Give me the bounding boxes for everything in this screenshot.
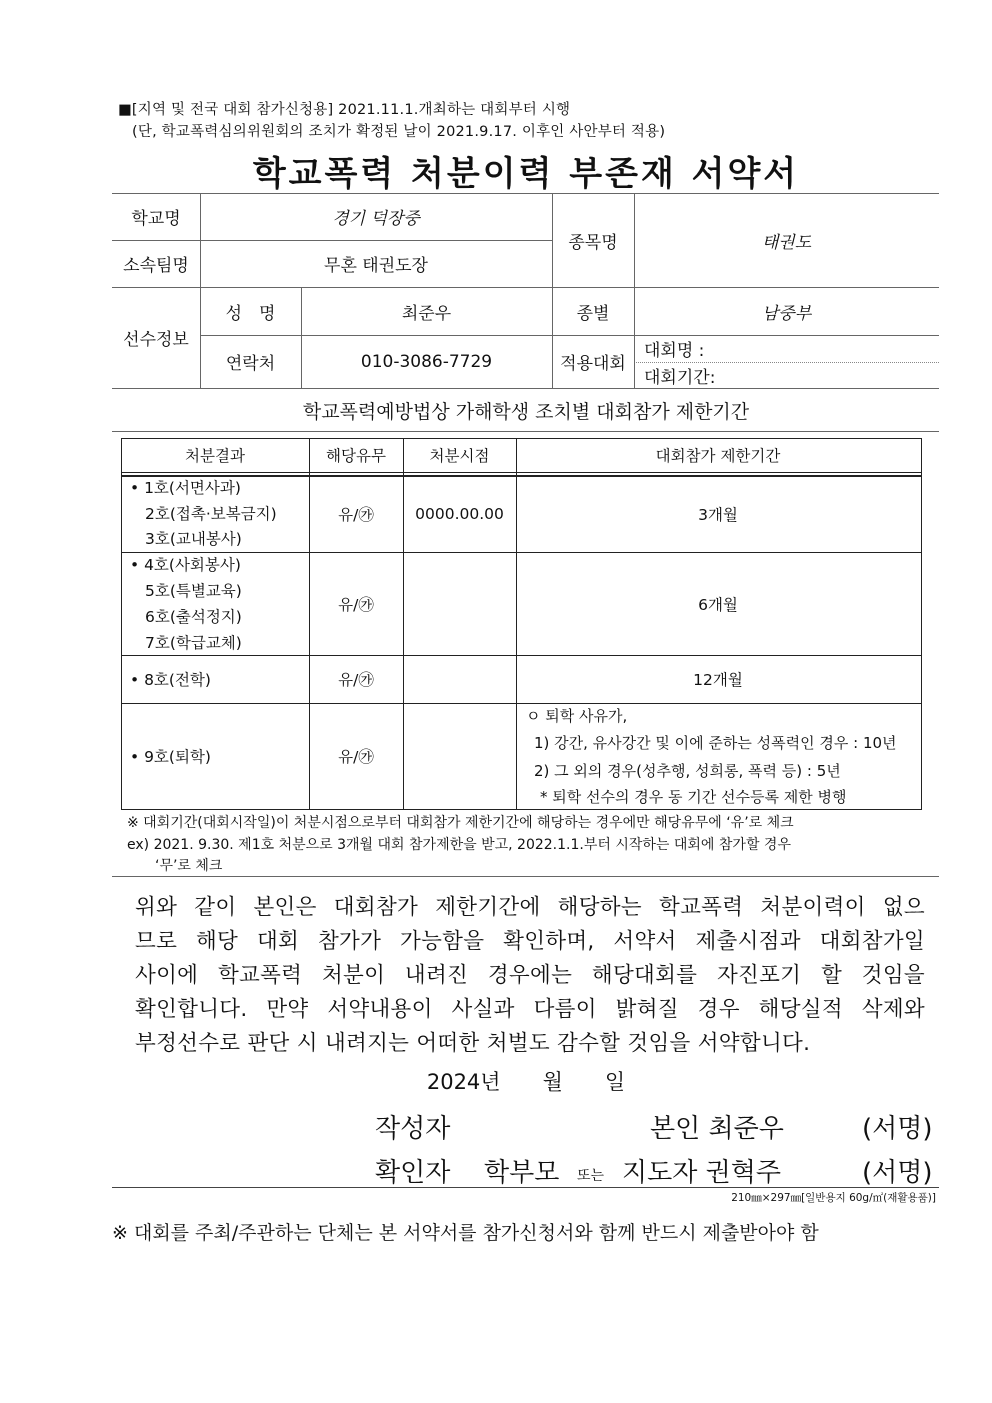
division-label: 종별 bbox=[576, 303, 610, 324]
name-label: 성 명 bbox=[225, 303, 276, 324]
notice-line-1: ■[지역 및 전국 대회 참가신청용] 2021.11.1.개최하는 대회부터 시행 bbox=[118, 102, 571, 118]
confirmer-name: 지도자 권혁주 bbox=[622, 1158, 781, 1188]
division-value: 남중부 bbox=[761, 303, 812, 324]
list-item: 7호(학급교체) bbox=[145, 634, 242, 652]
list-item: • 8호(전학) bbox=[130, 671, 211, 689]
competition-period-field[interactable]: 대회기간: bbox=[644, 367, 716, 388]
header-date: 처분시점 bbox=[429, 447, 490, 465]
notice-line-2: (단, 학교폭력심의위원회의 조치가 확정된 날이 2021.9.17. 이후인 사안부터 적용) bbox=[132, 124, 666, 140]
note-3: ‘무’로 체크 bbox=[155, 858, 223, 874]
sanction-date bbox=[403, 703, 516, 808]
applicable-check[interactable]: 유/㉮ bbox=[338, 671, 374, 689]
applicable-check[interactable]: 유/㉮ bbox=[338, 747, 374, 766]
pledge-line: 부정선수로 판단 시 내려지는 어떠한 처벌도 감수할 것임을 서약합니다. bbox=[135, 1031, 811, 1056]
expulsion-period-2: 2) 그 외의 경우(성추행, 성희롱, 폭력 등) : 5년 bbox=[534, 762, 841, 780]
confirmer-or: 또는 bbox=[577, 1168, 605, 1184]
player-info-label: 선수정보 bbox=[123, 330, 189, 350]
applicable-check[interactable]: 유/㉮ bbox=[338, 506, 374, 524]
name-value: 최준우 bbox=[401, 303, 452, 324]
pledge-line: 확인합니다. 만약 서약내용이 사실과 다름이 밝혀질 경우 해당실적 삭제와 bbox=[135, 997, 925, 1022]
restriction-period: 6개월 bbox=[698, 595, 738, 614]
list-item: 6호(출석정지) bbox=[145, 608, 242, 626]
sanction-date: 0000.00.00 bbox=[415, 505, 504, 523]
school-value: 경기 덕장중 bbox=[332, 209, 420, 229]
header-period: 대회참가 제한기간 bbox=[655, 447, 781, 465]
writer-label: 작성자 bbox=[375, 1114, 451, 1144]
pledge-date: 2024년 월 일 bbox=[426, 1070, 626, 1094]
note-2: ex) 2021. 9.30. 제1호 처분으로 3개월 대회 참가제한을 받고, 2022.1.1.부터 시작하는 대회에 참가할 경우 bbox=[127, 837, 791, 853]
writer-sign-field[interactable]: (서명) bbox=[862, 1114, 933, 1144]
pledge-paragraph bbox=[135, 891, 925, 1061]
list-item: • 4호(사회봉사) bbox=[130, 556, 241, 574]
sanction-date bbox=[403, 655, 516, 703]
contact-label: 연락처 bbox=[225, 354, 276, 374]
pledge-line: 사이에 학교폭력 처분이 내려진 경우에는 해당대회를 자진포기 할 것임을 bbox=[135, 963, 925, 988]
list-item: • 1호(서면사과) bbox=[130, 479, 241, 497]
list-item: 5호(특별교육) bbox=[145, 582, 242, 600]
paper-spec: 210㎜×297㎜[일반용지 60g/㎡(재활용품)] bbox=[731, 1192, 936, 1204]
list-item: 2호(접촉·보복금지) bbox=[145, 505, 277, 523]
expulsion-note: * 퇴학 선수의 경우 동 기간 선수등록 제한 병행 bbox=[540, 788, 847, 806]
header-result: 처분결과 bbox=[185, 447, 245, 465]
confirmer-sign-field[interactable]: (서명) bbox=[862, 1158, 933, 1188]
document-title: 학교폭력 처분이력 부존재 서약서 bbox=[252, 154, 800, 194]
team-label: 소속팀명 bbox=[123, 256, 189, 276]
competition-name-field[interactable]: 대회명 : bbox=[644, 341, 705, 361]
event-label: 종목명 bbox=[568, 232, 618, 253]
school-label: 학교명 bbox=[131, 209, 181, 229]
expulsion-period-1: 1) 강간, 유사강간 및 이에 준하는 성폭력인 경우 : 10년 bbox=[534, 734, 897, 752]
contact-value: 010-3086-7729 bbox=[360, 351, 493, 372]
restriction-period: 3개월 bbox=[698, 506, 738, 524]
team-value: 무혼 태권도장 bbox=[324, 256, 428, 276]
writer-name: 본인 최준우 bbox=[650, 1114, 784, 1144]
competition-label: 적용대회 bbox=[560, 354, 626, 374]
pledge-line: 위와 같이 본인은 대회참가 제한기간에 해당하는 학교폭력 처분이력이 없으 bbox=[135, 895, 925, 920]
list-item: • 9호(퇴학) bbox=[130, 747, 211, 766]
sanction-date bbox=[403, 552, 516, 655]
note-1: ※ 대회기간(대회시작일)이 처분시점으로부터 대회참가 제한기간에 해당하는 경우에만 해당유무에 ‘유’로 체크 bbox=[127, 815, 794, 831]
restriction-period: 12개월 bbox=[693, 671, 743, 689]
restriction-heading: 학교폭력예방법상 가해학생 조치별 대회참가 제한기간 bbox=[302, 401, 750, 423]
footer-note: ※ 대회를 주최/주관하는 단체는 본 서약서를 참가신청서와 함께 반드시 제출받아야 함 bbox=[112, 1222, 819, 1244]
confirmer-parent: 학부모 bbox=[484, 1158, 560, 1188]
confirmer-label: 확인자 bbox=[375, 1158, 451, 1188]
header-applicable: 해당유무 bbox=[326, 447, 386, 465]
event-value: 태권도 bbox=[761, 232, 812, 253]
expulsion-reason: ㅇ 퇴학 사유가, bbox=[526, 707, 628, 725]
pledge-line: 므로 해당 대회 참가가 가능함을 확인하며, 서약서 제출시점과 대회참가일 bbox=[135, 929, 925, 954]
applicable-check[interactable]: 유/㉮ bbox=[338, 595, 374, 614]
list-item: 3호(교내봉사) bbox=[145, 530, 242, 548]
